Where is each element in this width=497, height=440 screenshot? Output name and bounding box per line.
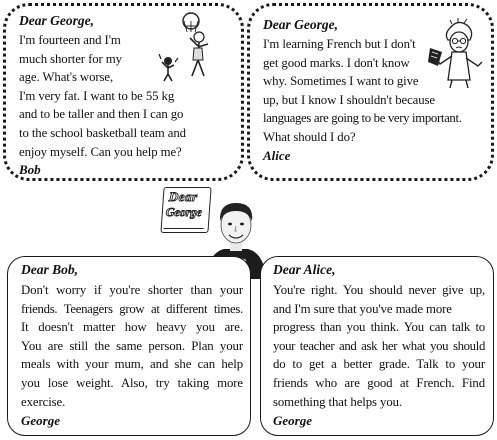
letter-line: I'm very fat. I want to be 55 kg	[19, 88, 175, 103]
letter-line: I'm learning French but I don't	[263, 37, 416, 51]
letter-line: age. What's worse,	[19, 70, 114, 85]
reply-line: friends. Teenagers grow at different times.	[21, 301, 243, 316]
reply-greeting: Dear Bob,	[21, 262, 78, 277]
reply-body	[273, 281, 485, 411]
letter-line: I'm fourteen and I'm	[19, 33, 121, 47]
letter-from-alice	[247, 3, 494, 181]
reply-line: meals with your mum, and she can help	[21, 357, 243, 372]
letter-line: languages are going to be very important.	[263, 111, 462, 126]
letter-greeting: Dear George,	[263, 17, 338, 32]
reply-line: Don't worry if you're shorter than your	[21, 283, 243, 297]
letter-signature: Bob	[19, 162, 41, 178]
letter-line: why. Sometimes I want to give	[263, 74, 419, 89]
reply-line: You're right. You should never give up,	[273, 283, 485, 297]
reply-line: your teacher and ask her what you should	[273, 338, 485, 353]
reply-line: and I'm sure that you've made more	[273, 301, 452, 316]
reply-greeting: Dear Alice,	[273, 262, 336, 277]
logo-word-dear: Dear	[168, 189, 199, 204]
letter-line: much shorter for my	[19, 51, 122, 66]
reply-line: something that helps you.	[273, 394, 403, 409]
reply-line: exercise.	[21, 394, 66, 409]
letter-line: to the school basketball team and	[19, 125, 186, 140]
reply-line: You are still the same person. Plan your	[21, 338, 243, 353]
reply-line: friends who are good at French. Find	[273, 375, 485, 390]
reply-line: It doesn't matter how heavy you are.	[21, 320, 243, 335]
letter-line: and to be taller and then I can go	[19, 107, 184, 122]
letter-line: up, but I know I shouldn't because	[263, 92, 435, 107]
reply-body	[21, 281, 243, 411]
letter-greeting: Dear George,	[19, 13, 94, 28]
letter-line: enjoy myself. Can you help me?	[19, 144, 182, 159]
letter-line: get good marks. I don't know	[263, 55, 410, 70]
reply-line: do to get a better grade. Talk to your	[273, 357, 485, 372]
basketball-player-icon	[154, 10, 216, 84]
reply-signature: George	[21, 413, 60, 429]
reply-to-bob	[7, 256, 251, 436]
letter-signature: Alice	[263, 147, 291, 163]
studious-girl-icon	[428, 18, 488, 88]
reply-signature: George	[273, 413, 312, 429]
reply-to-alice	[260, 256, 494, 436]
logo-word-george: George	[165, 205, 203, 219]
reply-line: progress than you think. You can talk to	[273, 320, 485, 335]
reply-line: you lose weight. Also, try taking more	[21, 375, 243, 390]
letter-from-bob	[3, 3, 244, 181]
letter-line: What should I do?	[263, 129, 356, 144]
